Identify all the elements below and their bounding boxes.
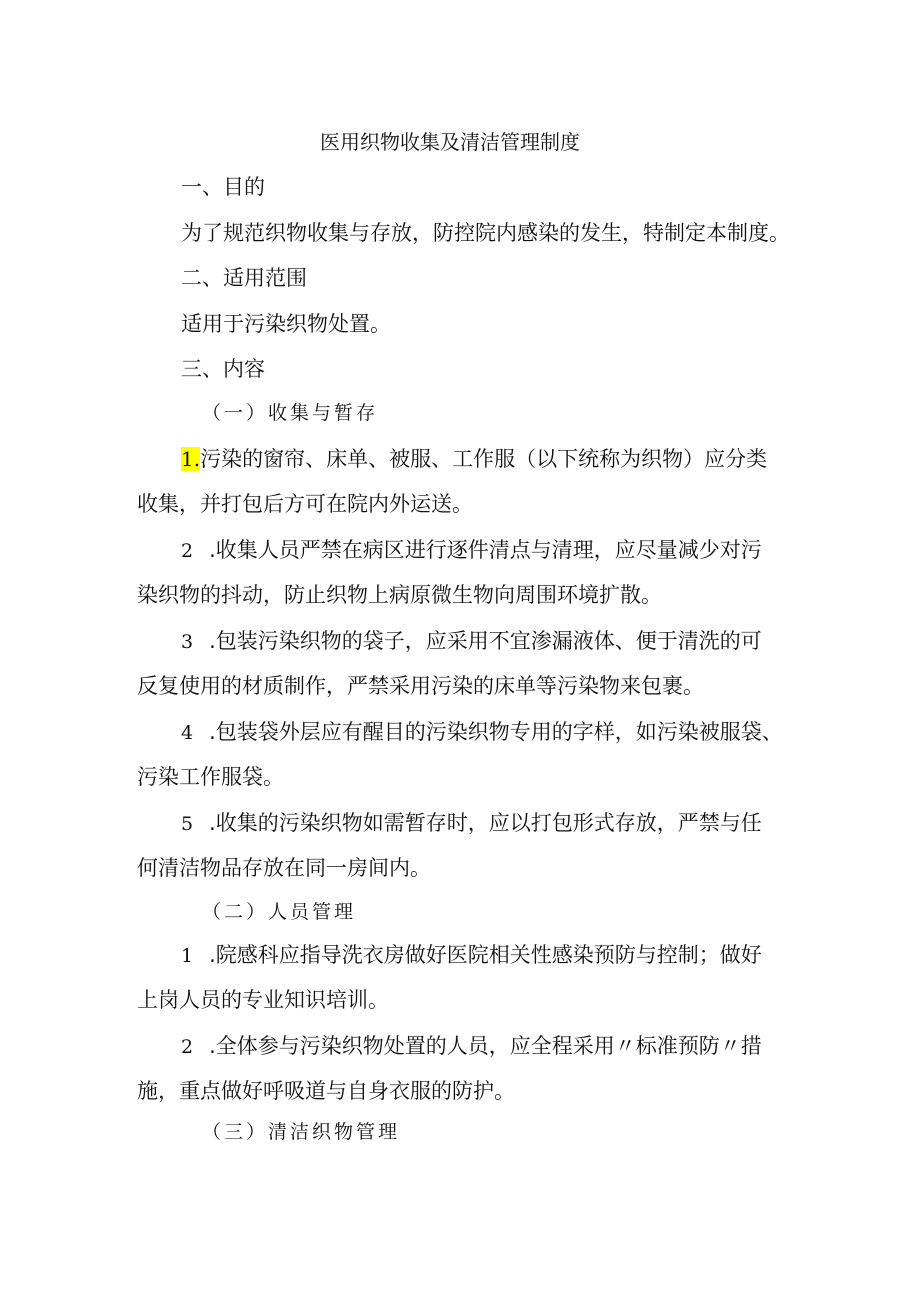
item-number-highlighted: 1. xyxy=(181,447,201,471)
item-number: 4 xyxy=(181,722,194,744)
collection-item-2: 2 .收集人员严禁在病区进行逐件清点与清理，应尽量减少对污 xyxy=(181,538,762,562)
item-number: 2 xyxy=(181,540,194,562)
collection-item-5: 5 .收集的污染织物如需暂存时，应以打包形式存放，严禁与任 xyxy=(181,811,762,835)
collection-item-3: 3 .包装污染织物的袋子，应采用不宜渗漏液体、便于清洗的可 xyxy=(181,629,762,653)
personnel-item-2-cont: 施，重点做好呼吸道与自身衣服的防护。 xyxy=(137,1079,515,1103)
item-number: 1 xyxy=(181,945,194,967)
collection-item-1-cont: 收集，并打包后方可在院内外运送。 xyxy=(137,492,473,516)
item-number: 3 xyxy=(181,631,194,653)
purpose-text: 为了规范织物收集与存放，防控院内感染的发生，特制定本制度。 xyxy=(181,221,790,245)
page-title: 医用织物收集及清洁管理制度 xyxy=(320,130,580,154)
section-heading-content: 三、内容 xyxy=(181,357,265,381)
subsection-heading-clean-textiles: （三）清洁织物管理 xyxy=(202,1121,401,1143)
subsection-heading-collection: （一）收集与暂存 xyxy=(202,402,379,424)
item-number: 5 xyxy=(181,813,194,835)
scope-text: 适用于污染织物处置。 xyxy=(181,312,391,336)
subsection-heading-personnel: （二）人员管理 xyxy=(202,901,357,923)
collection-item-1: 1.污染的窗帘、床单、被服、工作服（以下统称为织物）应分类 xyxy=(181,447,768,471)
personnel-item-1: 1 .院感科应指导洗衣房做好医院相关性感染预防与控制；做好 xyxy=(181,943,762,967)
collection-item-4: 4 .包装袋外层应有醒目的污染织物专用的字样，如污染被服袋、 xyxy=(181,720,783,744)
section-heading-purpose: 一、目的 xyxy=(181,175,265,199)
collection-item-4-cont: 污染工作服袋。 xyxy=(137,765,284,789)
collection-item-5-cont: 何清洁物品存放在同一房间内。 xyxy=(137,856,431,880)
item-number: 2 xyxy=(181,1036,194,1058)
collection-item-3-cont: 反复使用的材质制作，严禁采用污染的床单等污染物来包裹。 xyxy=(137,674,704,698)
personnel-item-2: 2 .全体参与污染织物处置的人员，应全程采用〃标准预防〃措 xyxy=(181,1034,762,1058)
section-heading-scope: 二、适用范围 xyxy=(181,266,307,290)
collection-item-2-cont: 染织物的抖动，防止织物上病原微生物向周围环境扩散。 xyxy=(137,583,662,607)
personnel-item-1-cont: 上岗人员的专业知识培训。 xyxy=(137,988,389,1012)
